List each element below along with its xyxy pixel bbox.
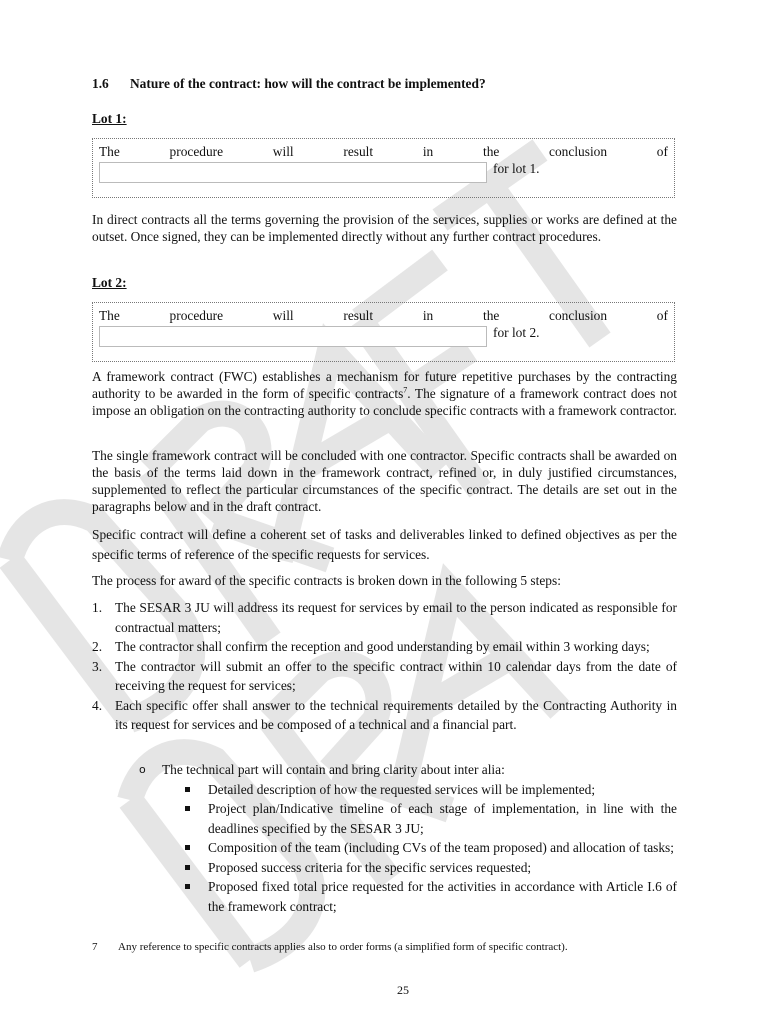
step-text: Each specific offer shall answer to the technical requirements detailed by the Contracting Authority in its request for services and be composed of a technical and a financial part. [115,697,677,732]
technical-item-text: Project plan/Indicative timeline of each stage of implementation, in line with the deadlines specified by the SESAR 3 JU; [208,801,677,836]
step-number: 1. [92,600,103,615]
square-bullet-icon [185,806,190,811]
list-item [92,598,677,637]
lot2-word: in [422,308,434,323]
lot2-word: The [99,308,120,323]
list-item [185,858,677,878]
square-bullet-icon [185,884,190,889]
footnote-text: Any reference to specific contracts applies also to order forms (a simplified form of specific contract). [118,941,568,953]
lot1-word: in [422,144,434,159]
technical-item-text: Proposed success criteria for the specific services requested; [208,859,532,875]
technical-intro: The technical part will contain and bring clarity about inter alia: [162,762,505,777]
lot2-word: the [482,308,500,323]
lot2-word: of [656,308,668,323]
lot1-word: procedure [169,144,224,159]
list-item [185,780,677,800]
technical-item-text: Detailed description of how the requested services will be implemented; [208,781,596,797]
square-bullet-icon [185,845,190,850]
paragraph-process-intro: The process for award of the specific contracts is broken down in the following 5 steps: [92,573,561,588]
technical-items [185,780,677,917]
list-item [185,799,677,838]
step-text: The SESAR 3 JU will address its request for services by email to the person indicated as responsible for contractual matters; [115,600,677,635]
lot1-procedure-field[interactable] [99,162,487,183]
paragraph-single-framework: The single framework contract will be concluded with one contractor. Specific contracts shall be awarded on the basis of the terms laid down in the framework contract, refined or, in duly justified circumstances, supplemented to reflect the particular circumstances of the specific contract. The details are set out in the paragraphs below and in the draft contract. [92,448,677,514]
page-number: 25 [397,983,409,997]
section-heading [92,76,486,92]
step-text: The contractor will submit an offer to the specific contract within 10 calendar days from the date of receiving the request for services; [115,658,677,693]
lot1-box [92,138,675,198]
paragraph-direct-contracts: In direct contracts all the terms governing the provision of the services, supplies or works are defined at the outset. Once signed, they can be implemented directly without any further contract procedures. [92,212,677,244]
technical-part-list [139,760,677,916]
lot1-title: Lot 1: [92,111,127,126]
list-item [185,838,677,858]
lot2-procedure-field[interactable] [99,326,487,347]
square-bullet-icon [185,787,190,792]
lot1-word: conclusion [549,144,608,159]
lot2-word: procedure [169,308,224,323]
fwc-text-end: . The signature of a framework contract does not impose an obligation on the contracting authority to conclude specific contracts with a framework contractor. [92,386,677,418]
fwc-text-start: A framework contract (FWC) establishes a mechanism for future repetitive purchases by the contracting authority to be awarded in the form of specific contracts [92,369,677,401]
list-item [185,877,677,916]
lot1-word: result [343,144,374,159]
step-number: 4. [92,697,103,713]
lot1-sentence [99,144,668,160]
paragraph-specific-contract: Specific contract will define a coherent set of tasks and deliverables linked to defined objectives as per the specific terms of reference of the specific requests for services. [92,527,677,562]
square-bullet-icon [185,865,190,870]
lot2-title: Lot 2: [92,275,127,290]
lot1-word: the [482,144,500,159]
footnote-number: 7 [92,941,98,953]
lot1-word: of [656,144,668,159]
lot2-word: will [272,308,294,323]
footnote [92,941,568,953]
technical-item-text: Proposed fixed total price requested for the activities in accordance with Article I.6 of the framework contract; [208,879,677,914]
step-number: 3. [92,658,103,674]
lot2-sentence [99,308,668,324]
lot2-suffix: for lot 2. [493,325,540,340]
circle-bullet-icon: o [139,763,146,776]
section-title: Nature of the contract: how will the contract be implemented? [130,76,486,91]
list-item [92,657,677,696]
footnote-ref[interactable]: 7 [403,385,408,395]
step-text: The contractor shall confirm the reception and good understanding by email within 3 working days; [115,639,650,654]
list-item [92,637,677,657]
technical-item-text: Composition of the team (including CVs of the team proposed) and allocation of tasks; [208,840,674,855]
lot1-word: will [272,144,294,159]
list-item [139,760,677,916]
lot2-word: result [343,308,374,323]
list-item [92,696,677,735]
lot1-word: The [99,144,120,159]
lot2-word: conclusion [549,308,608,323]
step-number: 2. [92,639,103,654]
lot1-suffix: for lot 1. [493,161,540,176]
lot2-box [92,302,675,362]
section-number: 1.6 [92,76,109,91]
paragraph-framework-contract [92,368,677,419]
award-steps-list [92,598,677,735]
